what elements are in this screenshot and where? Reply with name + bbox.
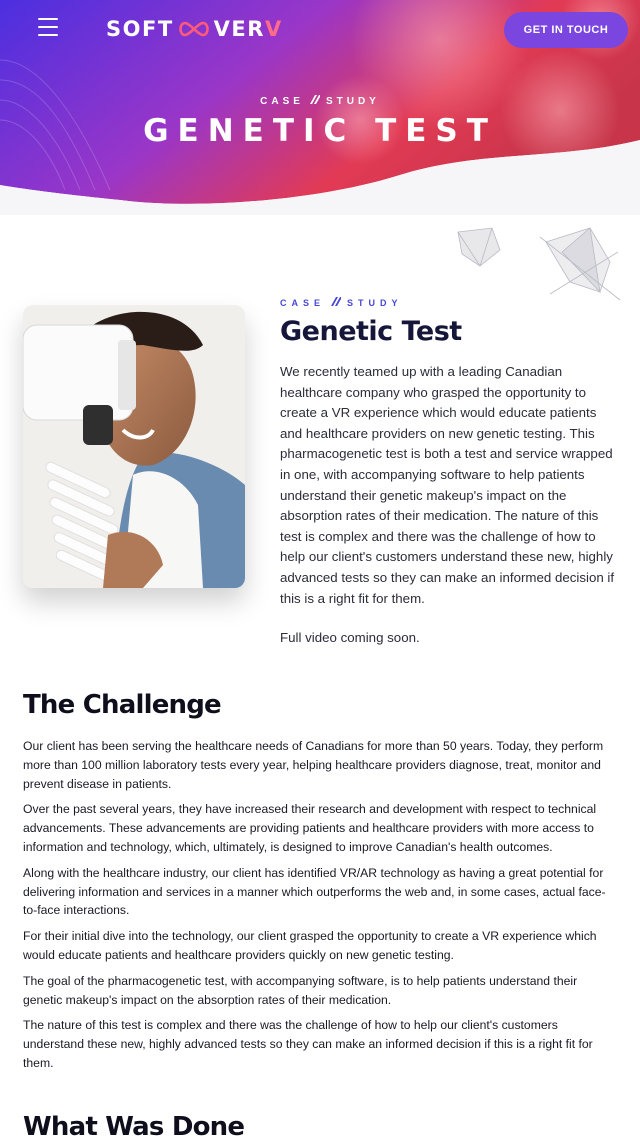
what-was-done-title: What Was Done <box>23 1112 245 1140</box>
eyebrow-slash-icon <box>310 95 320 104</box>
hero-eyebrow: CASE STUDY <box>260 96 380 107</box>
hero-title: GENETIC TEST <box>143 113 497 149</box>
challenge-paragraph: Over the past several years, they have increased their research and development with respect to technical advancements. These advancements are providing patients and healthcare providers with more access to information and technology, which, ultimately, is designed to improve Canadian's health outcomes. <box>23 802 597 854</box>
get-in-touch-button[interactable]: GET IN TOUCH <box>504 12 628 48</box>
logo-loop-icon <box>176 19 212 39</box>
intro-eyebrow <box>280 297 403 308</box>
logo-text-suffix: VER <box>213 17 265 41</box>
challenge-body <box>23 737 613 1080</box>
challenge-paragraph: Our client has been serving the healthcare needs of Canadians for more than 50 years. Today, they perform more than 100 million laboratory tests every year, helping healthcare providers diagnose, treat, monitor and prevent disease in patients. <box>23 739 604 791</box>
hero-banner <box>0 0 640 215</box>
challenge-paragraph: The nature of this test is complex and there was the challenge of how to help our client's customers understand these new, highly advanced tests so they can make an informed decision if this is a right fit for them. <box>23 1018 593 1070</box>
intro-body: We recently teamed up with a leading Canadian healthcare company who grasped the opportunity to create a VR experience which would educate patients and healthcare providers on new genetic testing. This pharmacogenetic test is both a test and service wrapped in one, with accompanying software to help patients understand their genetic makeup's impact on the absorption rates of their medication. The nature of this test is complex and there was the challenge of how to help our client's customers understand these new, highly advanced tests so they can make an informed decision if this is a right fit for them. <box>280 364 615 606</box>
logo-text-prefix: SOFT <box>106 17 174 41</box>
intro-note: Full video coming soon. <box>280 630 420 645</box>
intro-title: Genetic Test <box>280 316 462 347</box>
challenge-paragraph: For their initial dive into the technology, our client grasped the opportunity to create a VR experience which would educate patients and healthcare providers quickly on new genetic testing. <box>23 929 597 962</box>
intro-eyebrow-text: CASE STUDY <box>280 298 403 308</box>
vr-headset-photo <box>23 305 245 588</box>
logo-text-v: V <box>264 17 283 41</box>
challenge-title: The Challenge <box>23 690 221 720</box>
low-poly-decoration <box>450 222 625 307</box>
eyebrow-slash-icon <box>331 297 341 306</box>
hamburger-menu-icon[interactable] <box>38 18 58 36</box>
challenge-paragraph: The goal of the pharmacogenetic test, with accompanying software, is to help patients understand their genetic makeup's impact on the absorption rates of their medication. <box>23 973 578 1007</box>
site-logo[interactable] <box>106 17 283 41</box>
challenge-paragraph: Along with the healthcare industry, our client has identified VR/AR technology as having a great potential for delivering information and services in a manner which outperforms the web and, in some cases, actual face-to-face interactions. <box>23 865 606 918</box>
